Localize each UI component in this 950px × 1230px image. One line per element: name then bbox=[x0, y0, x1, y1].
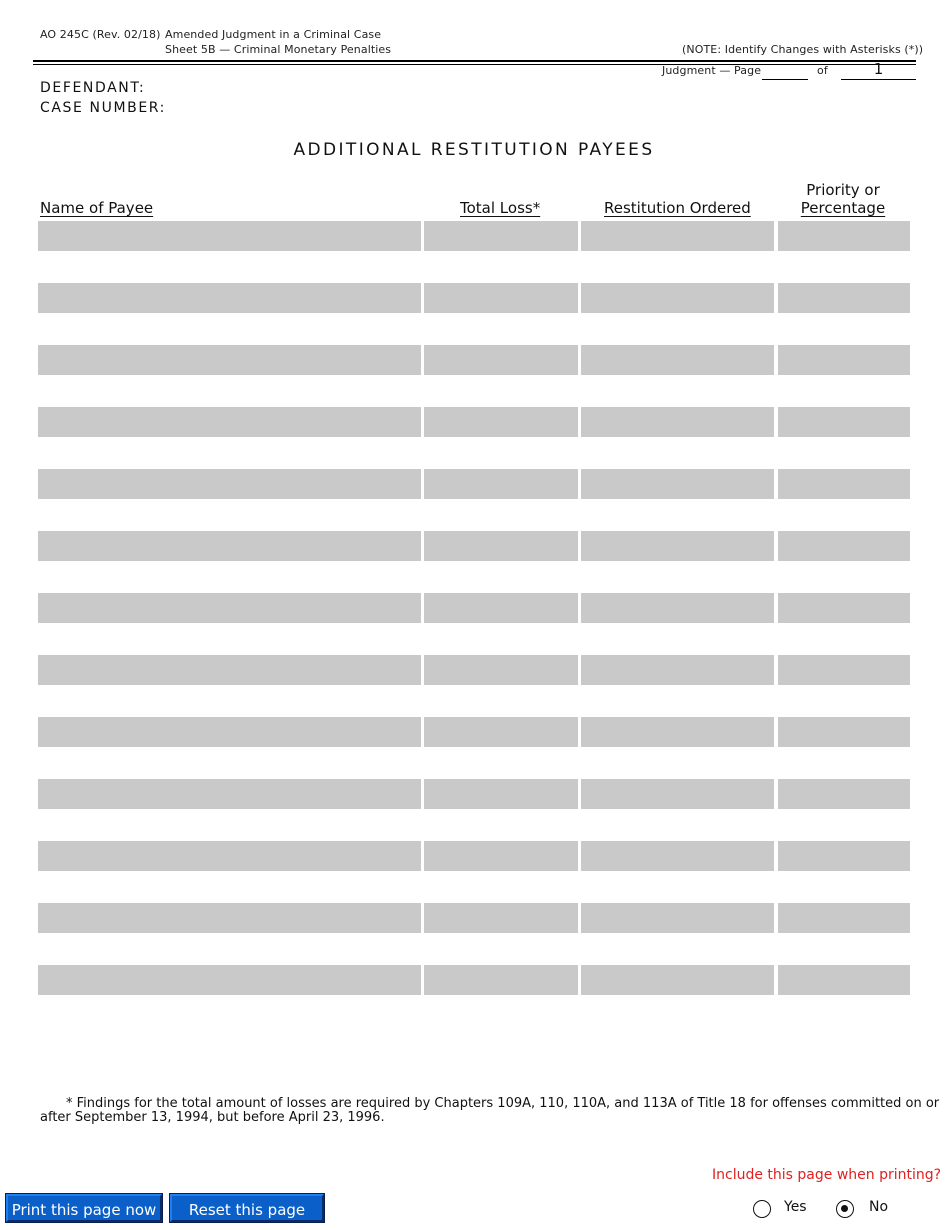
form-title: Amended Judgment in a Criminal Case bbox=[165, 28, 382, 41]
column-header-restitution: Restitution Ordered bbox=[604, 199, 751, 217]
priority-field[interactable] bbox=[778, 965, 910, 995]
include-page-prompt: Include this page when printing? bbox=[712, 1167, 942, 1183]
payee-name-field[interactable] bbox=[38, 779, 421, 809]
include-no-radio[interactable] bbox=[836, 1200, 854, 1218]
restitution-ordered-field[interactable] bbox=[581, 531, 774, 561]
priority-field[interactable] bbox=[778, 903, 910, 933]
case-number-label: CASE NUMBER: bbox=[40, 100, 166, 116]
restitution-ordered-field[interactable] bbox=[581, 717, 774, 747]
restitution-ordered-field[interactable] bbox=[581, 903, 774, 933]
sheet-title: Sheet 5B — Criminal Monetary Penalties bbox=[165, 43, 392, 56]
total-loss-field[interactable] bbox=[424, 407, 578, 437]
payee-name-field[interactable] bbox=[38, 345, 421, 375]
total-pages-field[interactable]: 1 bbox=[841, 60, 916, 80]
payee-name-field[interactable] bbox=[38, 531, 421, 561]
total-loss-field[interactable] bbox=[424, 841, 578, 871]
payee-name-field[interactable] bbox=[38, 221, 421, 251]
total-loss-field[interactable] bbox=[424, 221, 578, 251]
priority-field[interactable] bbox=[778, 717, 910, 747]
payee-name-field[interactable] bbox=[38, 283, 421, 313]
payee-name-field[interactable] bbox=[38, 903, 421, 933]
judgment-page-label: Judgment — Page bbox=[662, 64, 762, 77]
priority-field[interactable] bbox=[778, 345, 910, 375]
asterisk-note: (NOTE: Identify Changes with Asterisks (*)) bbox=[682, 43, 924, 56]
total-loss-field[interactable] bbox=[424, 283, 578, 313]
include-no-label: No bbox=[869, 1199, 889, 1215]
total-loss-field[interactable] bbox=[424, 965, 578, 995]
reset-page-button[interactable]: Reset this page bbox=[170, 1194, 324, 1222]
payee-name-field[interactable] bbox=[38, 965, 421, 995]
payee-name-field[interactable] bbox=[38, 655, 421, 685]
column-header-name: Name of Payee bbox=[40, 199, 154, 217]
payee-name-field[interactable] bbox=[38, 593, 421, 623]
radio-selected-dot bbox=[841, 1205, 848, 1212]
total-loss-field[interactable] bbox=[424, 779, 578, 809]
payee-name-field[interactable] bbox=[38, 407, 421, 437]
footnote-line-1: * Findings for the total amount of losses are required by Chapters 109A, 110, 110A, and 113A of Title 18 for offenses committed on or bbox=[66, 1096, 940, 1111]
defendant-field[interactable] bbox=[170, 80, 570, 98]
page-title: ADDITIONAL RESTITUTION PAYEES bbox=[293, 140, 655, 160]
restitution-ordered-field[interactable] bbox=[581, 221, 774, 251]
column-header-priority-line1: Priority or bbox=[806, 181, 880, 199]
restitution-ordered-field[interactable] bbox=[581, 965, 774, 995]
column-header-total-loss: Total Loss* bbox=[460, 199, 541, 217]
priority-field[interactable] bbox=[778, 841, 910, 871]
of-label: of bbox=[817, 64, 828, 77]
total-loss-field[interactable] bbox=[424, 345, 578, 375]
payee-name-field[interactable] bbox=[38, 841, 421, 871]
include-yes-label: Yes bbox=[784, 1199, 807, 1215]
case-number-field[interactable] bbox=[170, 100, 570, 118]
priority-field[interactable] bbox=[778, 469, 910, 499]
restitution-ordered-field[interactable] bbox=[581, 655, 774, 685]
priority-field[interactable] bbox=[778, 531, 910, 561]
total-loss-field[interactable] bbox=[424, 593, 578, 623]
column-header-priority-line2: Percentage bbox=[800, 199, 886, 217]
defendant-label: DEFENDANT: bbox=[40, 80, 146, 96]
judgment-page-field[interactable] bbox=[762, 64, 808, 80]
total-loss-field[interactable] bbox=[424, 469, 578, 499]
include-yes-radio[interactable] bbox=[753, 1200, 771, 1218]
total-loss-field[interactable] bbox=[424, 717, 578, 747]
restitution-ordered-field[interactable] bbox=[581, 469, 774, 499]
total-loss-field[interactable] bbox=[424, 655, 578, 685]
total-loss-field[interactable] bbox=[424, 903, 578, 933]
print-page-button[interactable]: Print this page now bbox=[6, 1194, 162, 1222]
priority-field[interactable] bbox=[778, 283, 910, 313]
restitution-ordered-field[interactable] bbox=[581, 841, 774, 871]
priority-field[interactable] bbox=[778, 593, 910, 623]
footnote-line-2: after September 13, 1994, but before April 23, 1996. bbox=[40, 1110, 385, 1125]
restitution-ordered-field[interactable] bbox=[581, 593, 774, 623]
restitution-ordered-field[interactable] bbox=[581, 283, 774, 313]
restitution-ordered-field[interactable] bbox=[581, 407, 774, 437]
total-loss-field[interactable] bbox=[424, 531, 578, 561]
restitution-ordered-field[interactable] bbox=[581, 779, 774, 809]
payee-name-field[interactable] bbox=[38, 717, 421, 747]
priority-field[interactable] bbox=[778, 221, 910, 251]
priority-field[interactable] bbox=[778, 407, 910, 437]
header-rule-top bbox=[33, 60, 916, 62]
form-id: AO 245C (Rev. 02/18) bbox=[40, 28, 161, 41]
restitution-ordered-field[interactable] bbox=[581, 345, 774, 375]
priority-field[interactable] bbox=[778, 655, 910, 685]
payee-name-field[interactable] bbox=[38, 469, 421, 499]
priority-field[interactable] bbox=[778, 779, 910, 809]
